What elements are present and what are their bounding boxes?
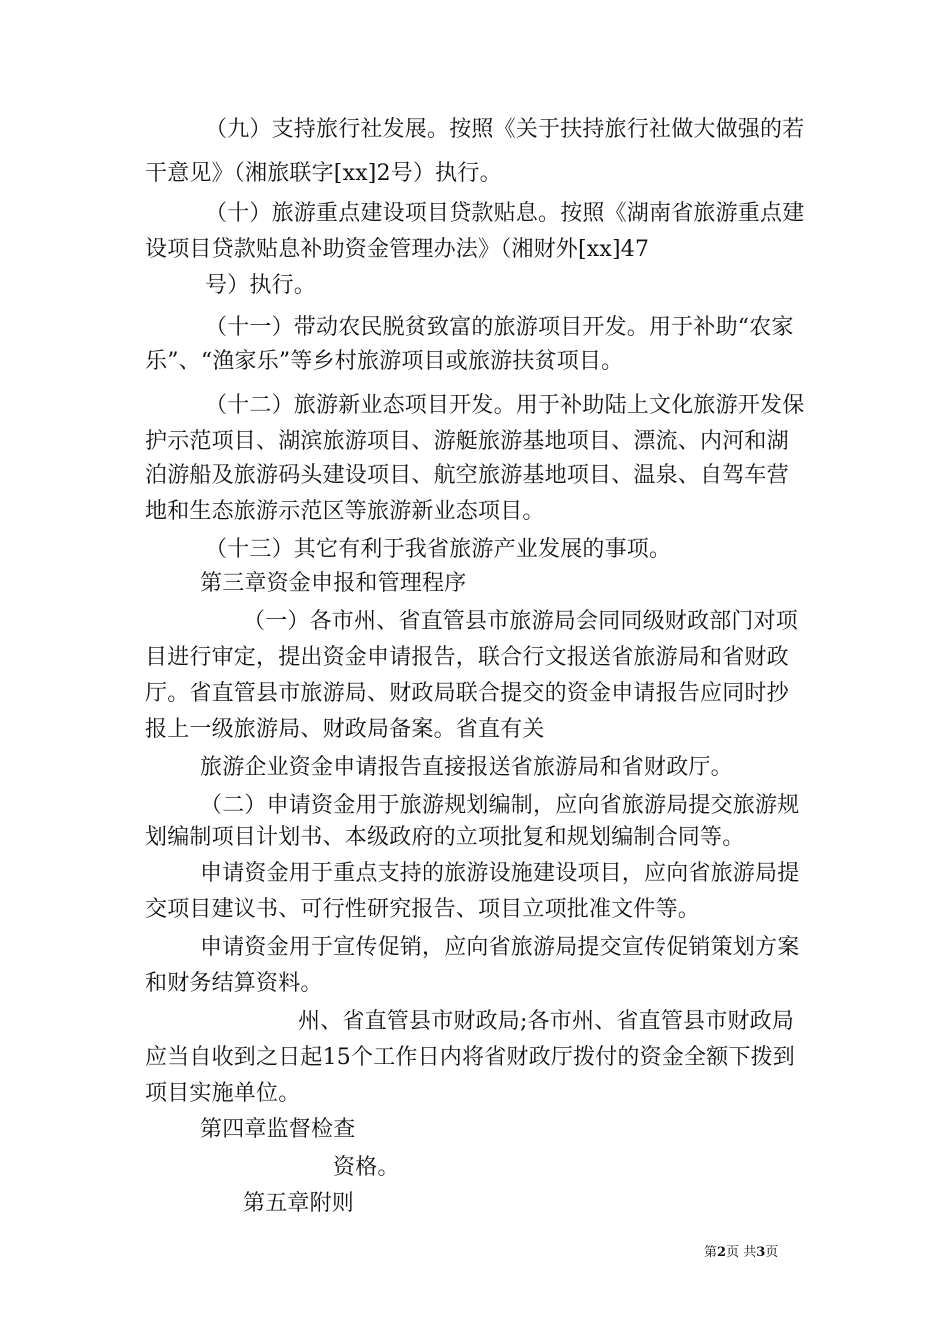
- chapter-heading: 第五章附则: [243, 1191, 355, 1216]
- footer-suffix: 页: [765, 1245, 779, 1260]
- text-line: 号）执行。: [205, 273, 317, 298]
- text-line: 划编制项目计划书、本级政府的立项批复和规划编制合同等。: [145, 825, 745, 850]
- text-line: 设项目贷款贴息补助资金管理办法》（湘财外[xx]47: [145, 237, 650, 262]
- text-line: 交项目建议书、可行性研究报告、项目立项批准文件等。: [145, 897, 701, 922]
- text-line: 泊游船及旅游码头建设项目、航空旅游基地项目、温泉、自驾车营: [145, 463, 789, 488]
- text-line: 申请资金用于宣传促销，应向省旅游局提交宣传促销策划方案: [200, 935, 800, 960]
- text-line: 应当自收到之日起15个工作日内将省财政厅拨付的资金全额下拨到: [145, 1045, 795, 1070]
- text-line: 目进行审定，提出资金申请报告，联合行文报送省旅游局和省财政: [145, 645, 789, 670]
- text-line: （二）申请资金用于旅游规划编制，应向省旅游局提交旅游规: [200, 793, 800, 818]
- text-line: 地和生态旅游示范区等旅游新业态项目。: [145, 499, 545, 524]
- text-line: （十三）其它有利于我省旅游产业发展的事项。: [205, 537, 672, 562]
- text-line: （一）各市州、省直管县市旅游局会同同级财政部门对项: [243, 609, 799, 634]
- text-line: 护示范项目、湖滨旅游项目、游艇旅游基地项目、漂流、内河和湖: [145, 429, 789, 454]
- text-line: （九）支持旅行社发展。按照《关于扶持旅行社做大做强的若: [205, 117, 805, 142]
- chapter-heading: 第三章资金申报和管理程序: [200, 571, 467, 596]
- text-line: 乐”、“渔家乐”等乡村旅游项目或旅游扶贫项目。: [145, 349, 624, 374]
- text-line: （十二）旅游新业态项目开发。用于补助陆上文化旅游开发保: [205, 393, 805, 418]
- text-line: （十一）带动农民脱贫致富的旅游项目开发。用于补助“农家: [205, 315, 794, 340]
- text-line: （十）旅游重点建设项目贷款贴息。按照《湖南省旅游重点建: [205, 201, 805, 226]
- page-number-footer: [704, 1244, 778, 1262]
- text-line: 干意见》（湘旅联字[xx]2号）执行。: [145, 161, 502, 186]
- text-line: 报上一级旅游局、财政局备案。省直有关: [145, 717, 545, 742]
- text-line: 项目实施单位。: [145, 1081, 301, 1106]
- text-line: 和财务结算资料。: [145, 971, 323, 996]
- text-line: 资格。: [333, 1155, 400, 1180]
- text-line: 申请资金用于重点支持的旅游设施建设项目，应向省旅游局提: [200, 861, 800, 886]
- text-line: 旅游企业资金申请报告直接报送省旅游局和省财政厅。: [200, 755, 733, 780]
- total-page-number: 3: [756, 1245, 766, 1260]
- footer-prefix: 第: [704, 1245, 718, 1260]
- text-line: 厅。省直管县市旅游局、财政局联合提交的资金申请报告应同时抄: [145, 681, 789, 706]
- text-line: 州、省直管县市财政局;各市州、省直管县市财政局: [298, 1009, 795, 1034]
- current-page-number: 2: [717, 1245, 727, 1260]
- chapter-heading: 第四章监督检查: [200, 1117, 356, 1142]
- footer-middle: 页 共: [726, 1245, 757, 1260]
